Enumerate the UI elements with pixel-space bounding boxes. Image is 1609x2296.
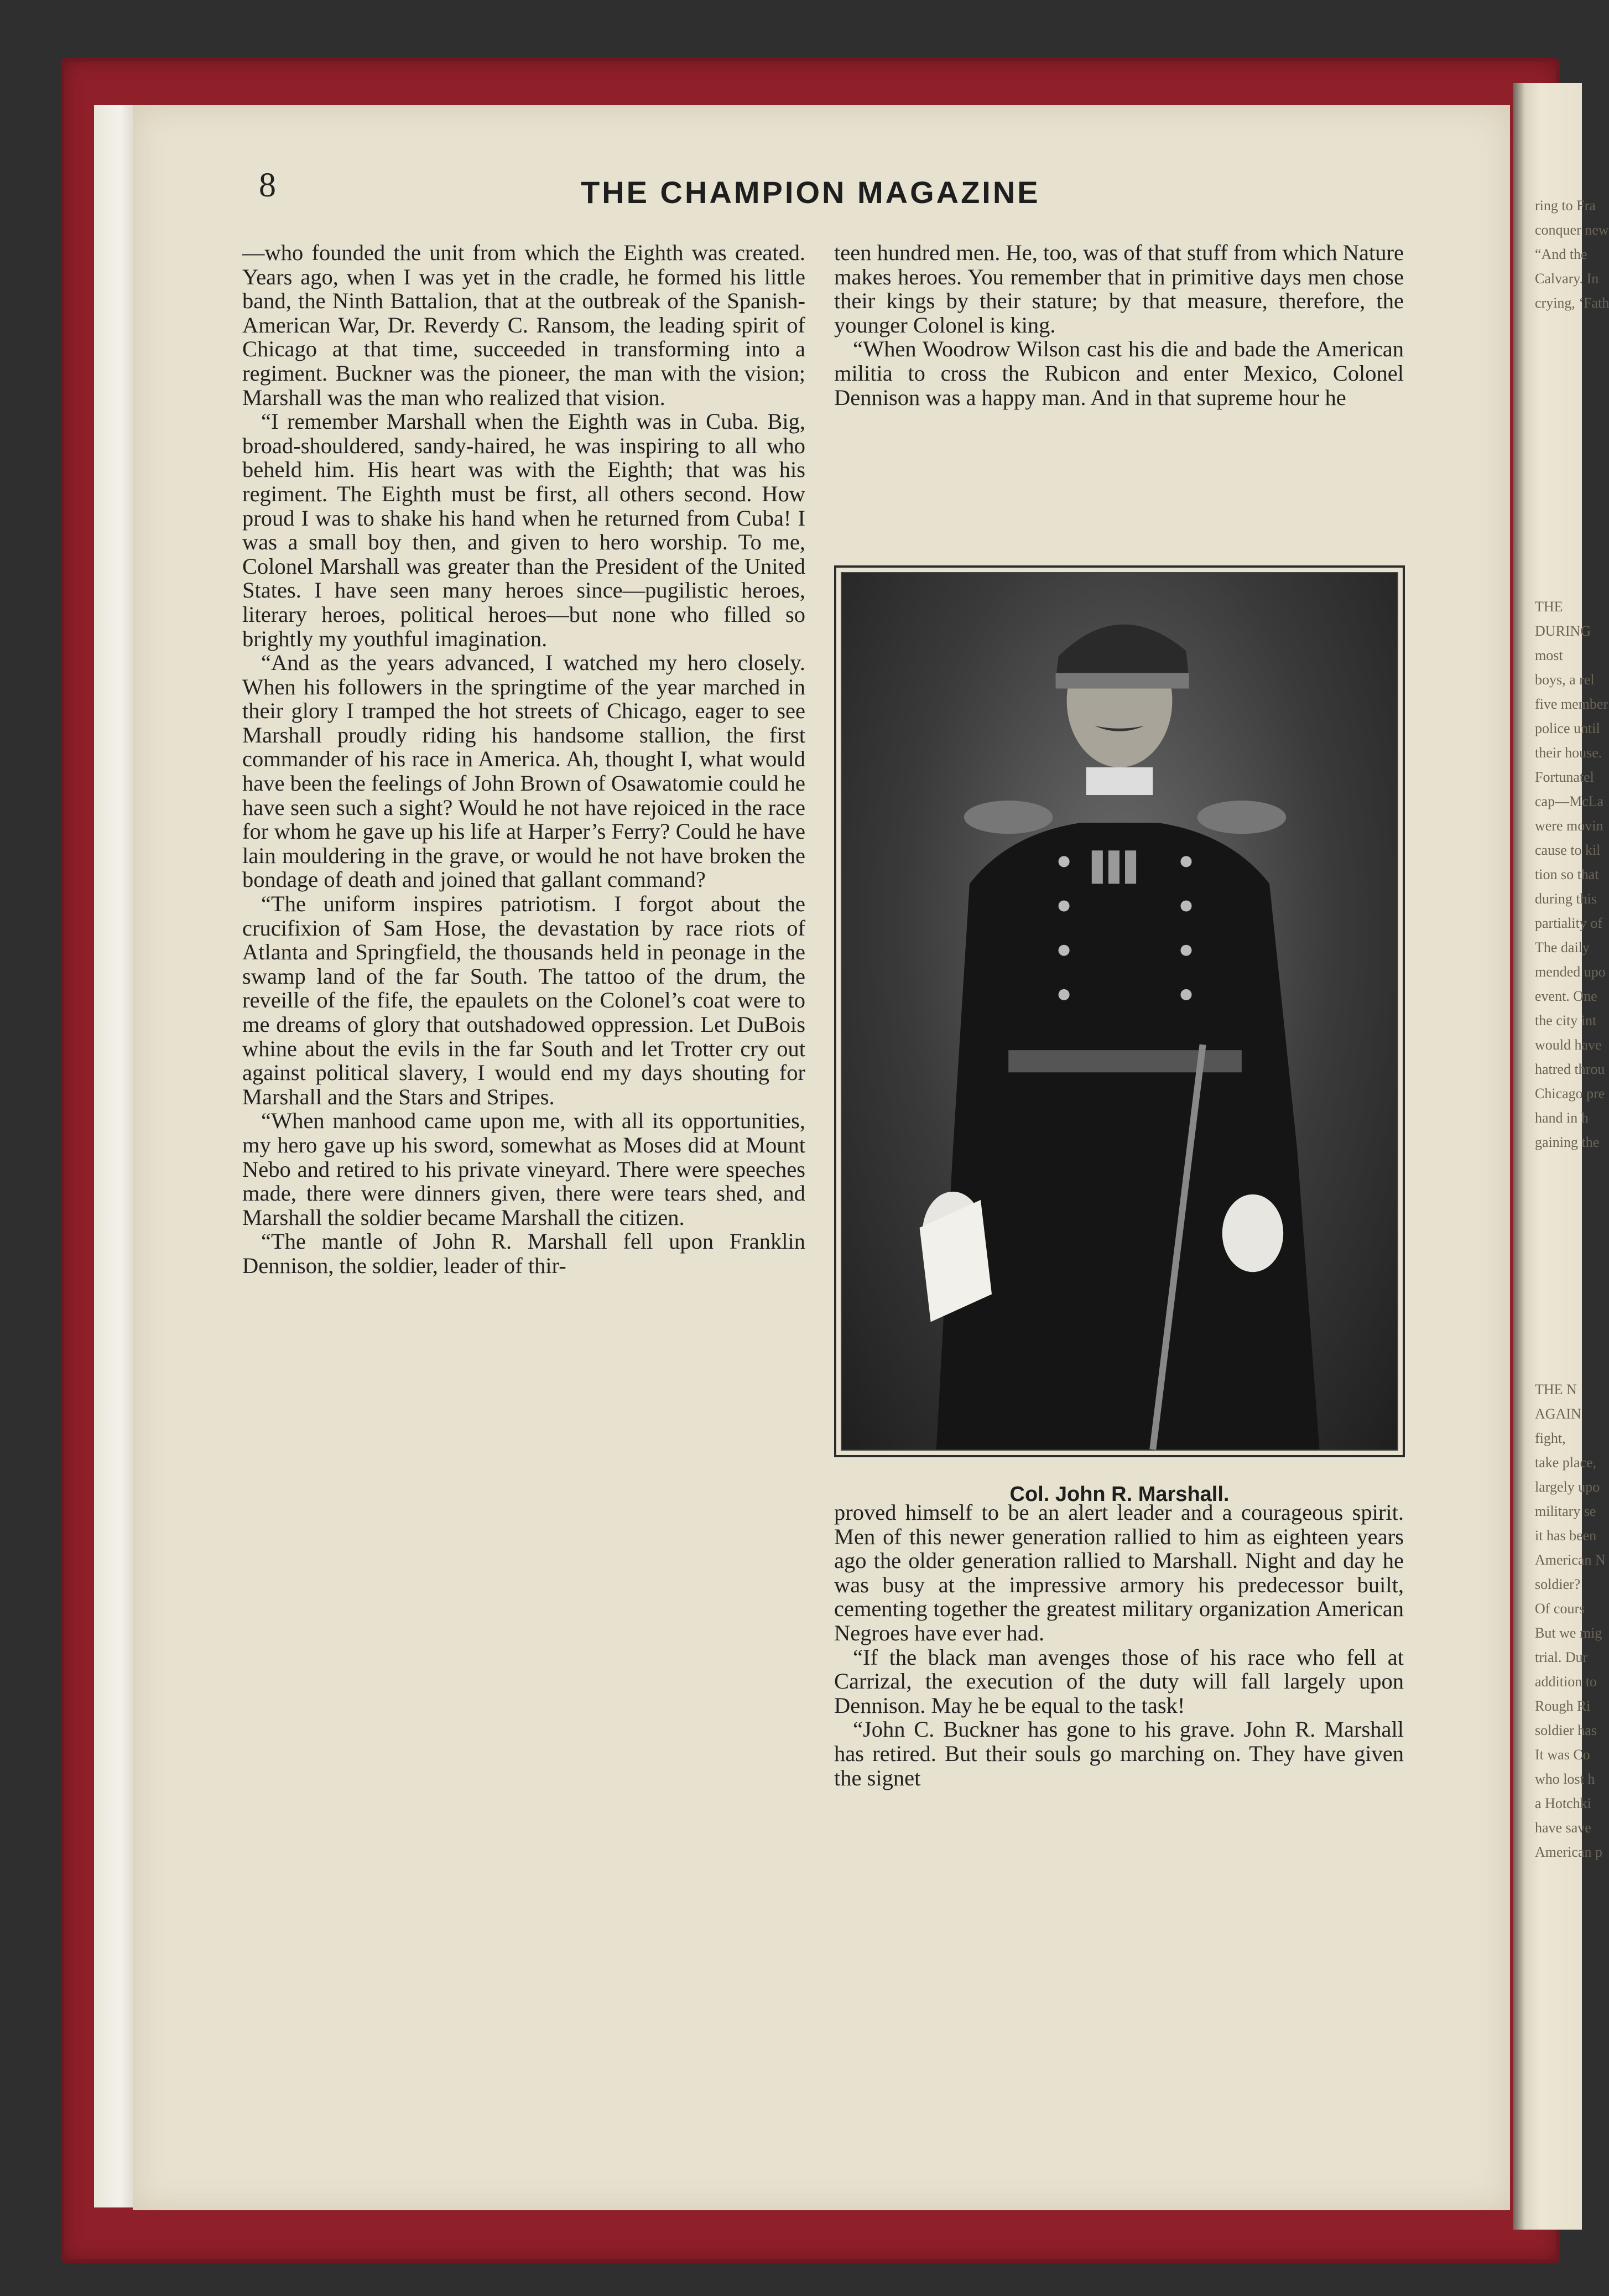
running-head: THE CHAMPION MAGAZINE [581,175,1040,210]
photo-caption: Col. John R. Marshall. [1009,1483,1230,1506]
left-paragraph: —who founded the unit from which the Eighth was created. Years ago, when I was yet in the cradle, he formed his little band, the Ninth Battalion, that at the outbreak of the Spanish-American War, Dr. Reverdy C. Ransom, the leading spirit of Chicago at that time, succeeded in transforming into a regiment. Buckner was the pioneer, the man with the vision; Marshall was the man who realized that vision. [242,240,805,410]
right-paragraph: “If the black man avenges those of his race who fell at Carrizal, the execution of the duty will fall largely upon Dennison. May he be equal to the task! [834,1644,1404,1718]
left-paragraph: “I remember Marshall when the Eighth was in Cuba. Big, broad-shouldered, sandy-haired, he was inspiring to all who beheld him. His heart was with the Eighth; that was his regiment. The Eighth must be first, all others second. How proud I was to shake his hand when he returned from Cuba! I was a small boy then, and given to hero worship. To me, Colonel Marshall was greater than the President of the United States. I have seen many heroes since—pugilistic heroes, literary heroes, political heroes—but none who filled so brightly my youthful imagination. [242,409,805,651]
right-column-top [834,241,1404,409]
left-paragraph: “The uniform inspires patriotism. I forgot about the crucifixion of Sam Hose, the devastation by race riots of Atlanta and Springfield, the thousands held in peonage in the swamp land of the far South. The tattoo of the drum, the reveille of the fife, the epaulets on the Colonel’s coat were to me dreams of glory that outshadowed oppression. Let DuBois whine about the evils in the far South and let Trotter cry out against political slavery, I would end my days shouting for Marshall and the Stars and Stripes. [242,891,805,1109]
left-column [242,241,805,1278]
left-paragraph: “And as the years advanced, I watched my hero closely. When his followers in the springtime of the year marched in their glory I tramped the hot streets of Chicago, eager to see Marshall proudly riding his handsome stallion, the first commander of his race in America. Ah, thought I, what would have been the feelings of John Brown of Osawatomie could he have seen such a sight? Would he not have rejoiced in the race for whom he gave up his life at Harper’s Ferry? Could he have lain mouldering in the grave, or would he not have broken the bondage of death and joined that gallant command? [242,650,805,892]
right-paragraph: proved himself to be an alert leader and a courageous spirit. Men of this newer generation rallied to him as eighteen years ago the older generation rallied to Marshall. Night and day he was busy at the impressive armory his predecessor built, cementing together the greatest military organization American Negroes have ever had. [834,1500,1404,1645]
right-paragraph: “John C. Buckner has gone to his grave. John R. Marshall has retired. But their souls go marching on. They have given the signet [834,1717,1404,1790]
portrait-photo [834,565,1405,1457]
portrait-image [841,572,1398,1451]
right-column-bottom [834,1500,1404,1790]
left-paragraph: “The mantle of John R. Marshall fell upon Franklin Dennison, the soldier, leader of thir- [242,1229,805,1278]
next-page-edge [1513,83,1609,2230]
page-gutter [94,105,138,2207]
right-paragraph: “When Woodrow Wilson cast his die and bade the American militia to cross the Rubicon and enter Mexico, Colonel Dennison was a happy man. And in that supreme hour he [834,336,1404,410]
next-page-fragment: ring to Fra conquer new “And the Calvary. In crying, ‘Fath [1535,198,1609,311]
left-paragraph: “When manhood came upon me, with all its opportunities, my hero gave up his sword, somewhat as Moses did at Mount Nebo and retired to his private vineyard. There were speeches made, there were dinners given, there were tears shed, and Marshall the soldier became Marshall the citizen. [242,1108,805,1230]
next-page-fragment: THE N AGAIN fight, take place, largely upo military se it has been American N soldier? Of cours But we mig trial. Dur addition to Rough Ri soldier has It was Co who lost h a Hotchki have save American p [1535,1381,1606,1860]
right-paragraph: teen hundred men. He, too, was of that stuff from which Nature makes heroes. You remember that in primitive days men chose their kings by their stature; by that measure, therefore, the younger Colonel is king. [834,240,1404,337]
officer-portrait-illustration [842,573,1397,1450]
page-number: 8 [259,167,276,204]
next-page-fragment: THE DURING most boys, a rel five member police until their house. Fortunatel cap—McLa were movin cause to kil tion so that during this partiality of The daily mended upo event. One the city int would have hatred throu Chicago pre hand in h gaining the [1535,599,1608,1150]
